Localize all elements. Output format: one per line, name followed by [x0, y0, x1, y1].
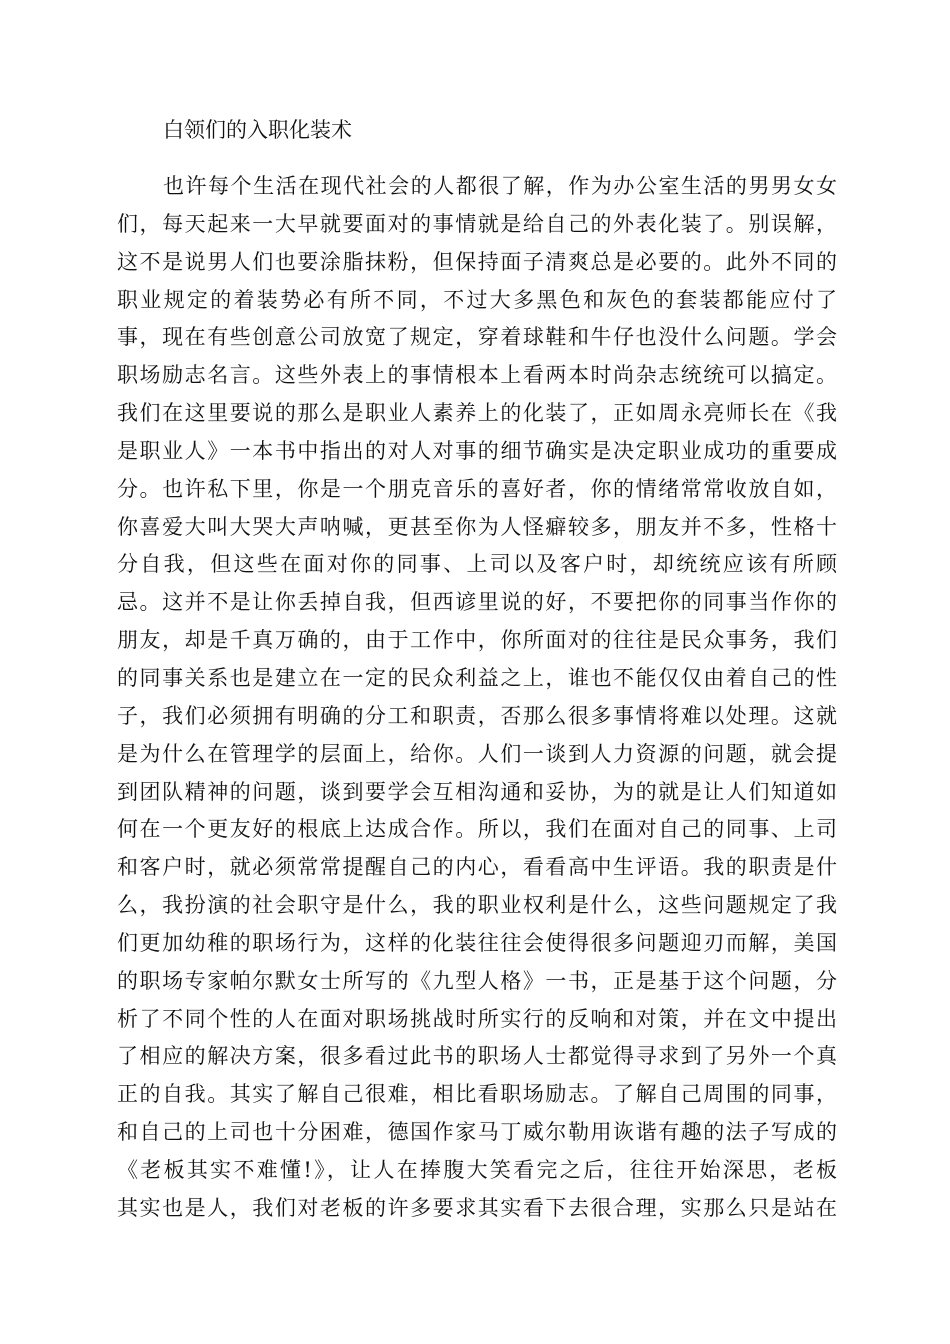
body-text-line: 们，每天起来一大早就要面对的事情就是给自己的外表化装了。别误解， — [117, 211, 837, 236]
body-text-line: 们更加幼稚的职场行为，这样的化装往往会使得很多问题迎刃而解，美国 — [117, 930, 837, 955]
body-text-line: 析了不同个性的人在面对职场挑战时所实行的反响和对策，并在文中提出 — [117, 1006, 837, 1031]
body-text-line: 何在一个更友好的根底上达成合作。所以，我们在面对自己的同事、上司 — [117, 817, 837, 842]
body-text-line: 分。也许私下里，你是一个朋克音乐的喜好者，你的情绪常常收放自如， — [117, 476, 837, 501]
document-title: 白领们的入职化装术 — [163, 118, 352, 142]
body-text-line: 了相应的解决方案，很多看过此书的职场人士都觉得寻求到了另外一个真 — [117, 1044, 837, 1069]
body-text-line: 和自己的上司也十分困难，德国作家马丁威尔勒用诙谐有趣的法子写成的 — [117, 1120, 837, 1145]
body-text-line: 正的自我。其实了解自己很难，相比看职场励志。了解自己周围的同事， — [117, 1082, 837, 1107]
body-text-line: 到团队精神的问题，谈到要学会互相沟通和妥协，为的就是让人们知道如 — [117, 779, 837, 804]
body-text-line: 的职场专家帕尔默女士所写的《九型人格》一书，正是基于这个问题，分 — [117, 968, 837, 993]
body-text-line: 的同事关系也是建立在一定的民众利益之上，谁也不能仅仅由着自己的性 — [117, 665, 837, 690]
body-text-line: 朋友，却是千真万确的，由于工作中，你所面对的往往是民众事务，我们 — [117, 628, 837, 653]
document-body — [117, 168, 837, 1228]
body-text-line: 你喜爱大叫大哭大声呐喊，更甚至你为人怪癖较多，朋友并不多，性格十 — [117, 514, 837, 539]
body-text-line: 是为什么在管理学的层面上，给你。人们一谈到人力资源的问题，就会提 — [117, 741, 837, 766]
body-text-line: 职业规定的着装势必有所不同，不过大多黑色和灰色的套装都能应付了 — [117, 287, 837, 312]
body-text-line: 这不是说男人们也要涂脂抹粉，但保持面子清爽总是必要的。此外不同的 — [117, 249, 837, 274]
body-text-line: 《老板其实不难懂!》，让人在捧腹大笑看完之后，往往开始深思，老板 — [117, 1157, 837, 1182]
body-text-line: 其实也是人，我们对老板的许多要求其实看下去很合理，实那么只是站在 — [117, 1195, 837, 1220]
body-text-line: 事，现在有些创意公司放宽了规定，穿着球鞋和牛仔也没什么问题。学会 — [117, 325, 837, 350]
body-text-line: 么，我扮演的社会职守是什么，我的职业权利是什么，这些问题规定了我 — [117, 893, 837, 918]
body-text-line: 和客户时，就必须常常提醒自己的内心，看看高中生评语。我的职责是什 — [117, 855, 837, 880]
body-text-line: 我们在这里要说的那么是职业人素养上的化装了，正如周永亮师长在《我 — [117, 401, 837, 426]
body-text-line: 分自我，但这些在面对你的同事、上司以及客户时，却统统应该有所顾 — [117, 552, 837, 577]
body-text-line: 是职业人》一本书中指出的对人对事的细节确实是决定职业成功的重要成 — [117, 438, 837, 463]
body-text-line: 也许每个生活在现代社会的人都很了解，作为办公室生活的男男女女 — [163, 174, 837, 198]
body-text-line: 职场励志名言。这些外表上的事情根本上看两本时尚杂志统统可以搞定。 — [117, 363, 837, 388]
body-text-line: 子，我们必须拥有明确的分工和职责，否那么很多事情将难以处理。这就 — [117, 703, 837, 728]
body-text-line: 忌。这并不是让你丢掉自我，但西谚里说的好，不要把你的同事当作你的 — [117, 590, 837, 615]
